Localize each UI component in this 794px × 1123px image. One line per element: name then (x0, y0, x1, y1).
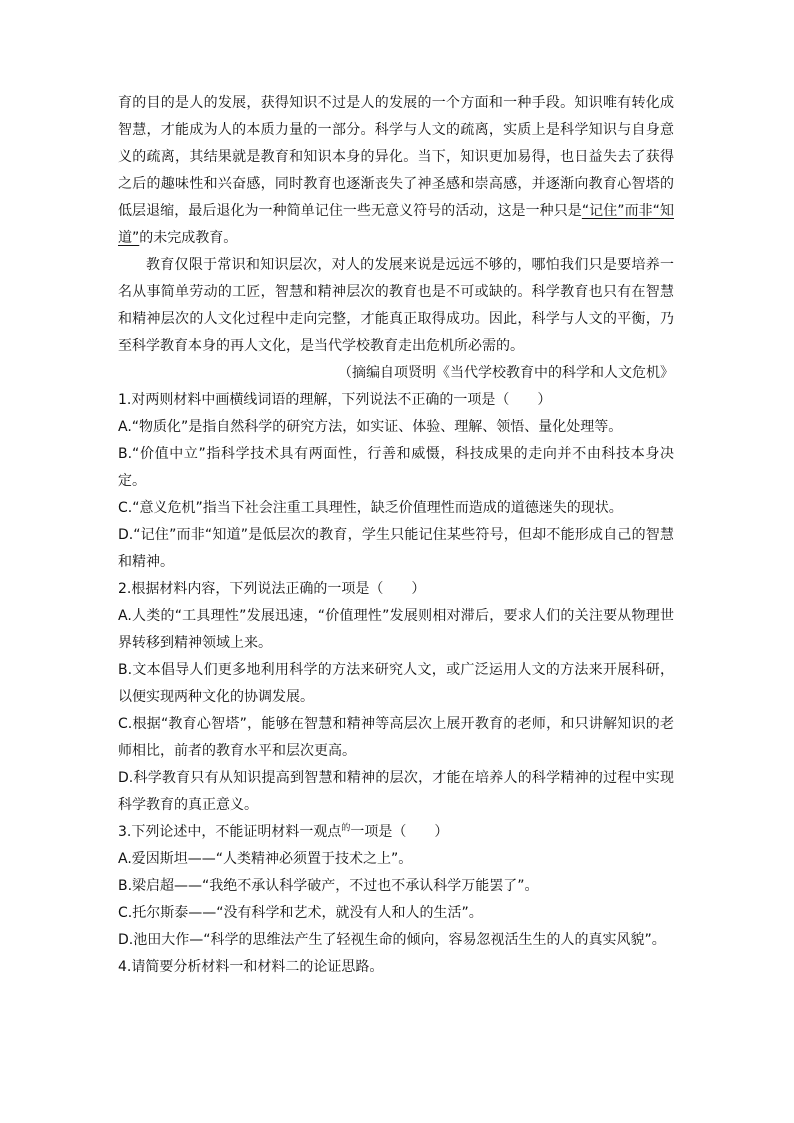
question-1-stem: 1.对两则材料中画横线词语的理解，下列说法不正确的一项是（ ） (118, 392, 552, 408)
question-3-option-a: A.爱因斯坦——“人类精神必须置于技术之上”。 (118, 851, 413, 867)
question-4-stem: 4.请简要分析材料一和材料二的论证思路。 (118, 959, 384, 975)
passage-paragraph-1 (118, 90, 674, 252)
question-1-option-b: B.“价值中立”指科学技术具有两面性，行善和威慑，科技成果的走向并不由科技本身决定。 (118, 446, 674, 489)
passage-paragraph-2: 教育仅限于常识和知识层次，对人的发展来说是远远不够的，哪怕我们只是要培养一名从事简单劳动的工匠，智慧和精神层次的教育也是不可或缺的。科学教育也只有在智慧和精神层次的人文化过程中走向完整，才能真正取得成功。因此，科学与人文的平衡，乃至科学教育本身的再人文化，是当代学校教育走出危机所必需的。 (118, 257, 674, 354)
passage-p1-text: 育的目的是人的发展，获得知识不过是人的发展的一个方面和一种手段。知识唯有转化成智慧，才能成为人的本质力量的一部分。科学与人文的疏离，实质上是科学知识与自身意义的疏离，其结果就是教育和知识本身的异化。当下，知识更加易得，也日益失去了获得之后的趣味性和兴奋感，同时教育也逐渐丧失了神圣感和崇高感，并逐渐向教育心智塔的低层退缩，最后退化为一种简单记住一些无意义符号的活动，这是一种只是 (118, 95, 674, 219)
question-1-option-a: A.“物质化”是指自然科学的研究方法，如实证、体验、理解、领悟、量化处理等。 (118, 419, 623, 435)
question-3-option-b: B.梁启超——“我绝不承认科学破产，不过也不承认科学万能罢了”。 (118, 878, 539, 894)
question-2-option-d: D.科学教育只有从知识提高到智慧和精神的层次，才能在培养人的科学精神的过程中实现科学教育的真正意义。 (118, 770, 674, 813)
question-2-option-c: C.根据“教育心智塔”，能够在智慧和精神等高层次上展开教育的老师，和只讲解知识的老师相比，前者的教育水平和层次更高。 (118, 716, 674, 759)
question-1-option-d: D.“记住”而非“知道”是低层次的教育，学生只能记住某些符号，但却不能形成自己的智慧和精神。 (118, 527, 674, 570)
question-2-stem: 2.根据材料内容，下列说法正确的一项是（ ） (118, 581, 426, 597)
question-3-stem-start: 3.下列论述中，不能证明材料一观点 (118, 824, 342, 840)
question-3-stem (118, 819, 674, 846)
question-3-option-c: C.托尔斯泰——“没有科学和艺术，就没有人和人的生活”。 (118, 905, 483, 921)
underlined-phrase: “记住”而非“知道” (118, 203, 674, 246)
question-3-option-d: D.池田大作—“科学的思维法产生了轻视生命的倾向，容易忽视活生生的人的真实风貌”。 (118, 932, 666, 948)
question-3-stem-superscript: 的 (341, 823, 351, 834)
question-3-stem-end: 一项是（ ） (350, 824, 449, 840)
question-1-option-c: C.“意义危机”指当下社会注重工具理性，缺乏价值理性而造成的道德迷失的现状。 (118, 500, 623, 516)
document-body (118, 90, 674, 981)
passage-p1-end: 的未完成教育。 (139, 230, 238, 246)
question-2-option-a: A.人类的“工具理性”发展迅速，“价值理性”发展则相对滞后，要求人们的关注要从物理世界转移到精神领域上来。 (118, 608, 674, 651)
question-2-option-b: B.文本倡导人们更多地利用科学的方法来研究人文，或广泛运用人文的方法来开展科研，以便实现两种文化的协调发展。 (118, 662, 674, 705)
source-citation: （摘编自项贤明《当代学校教育中的科学和人文危机》 (338, 365, 674, 381)
